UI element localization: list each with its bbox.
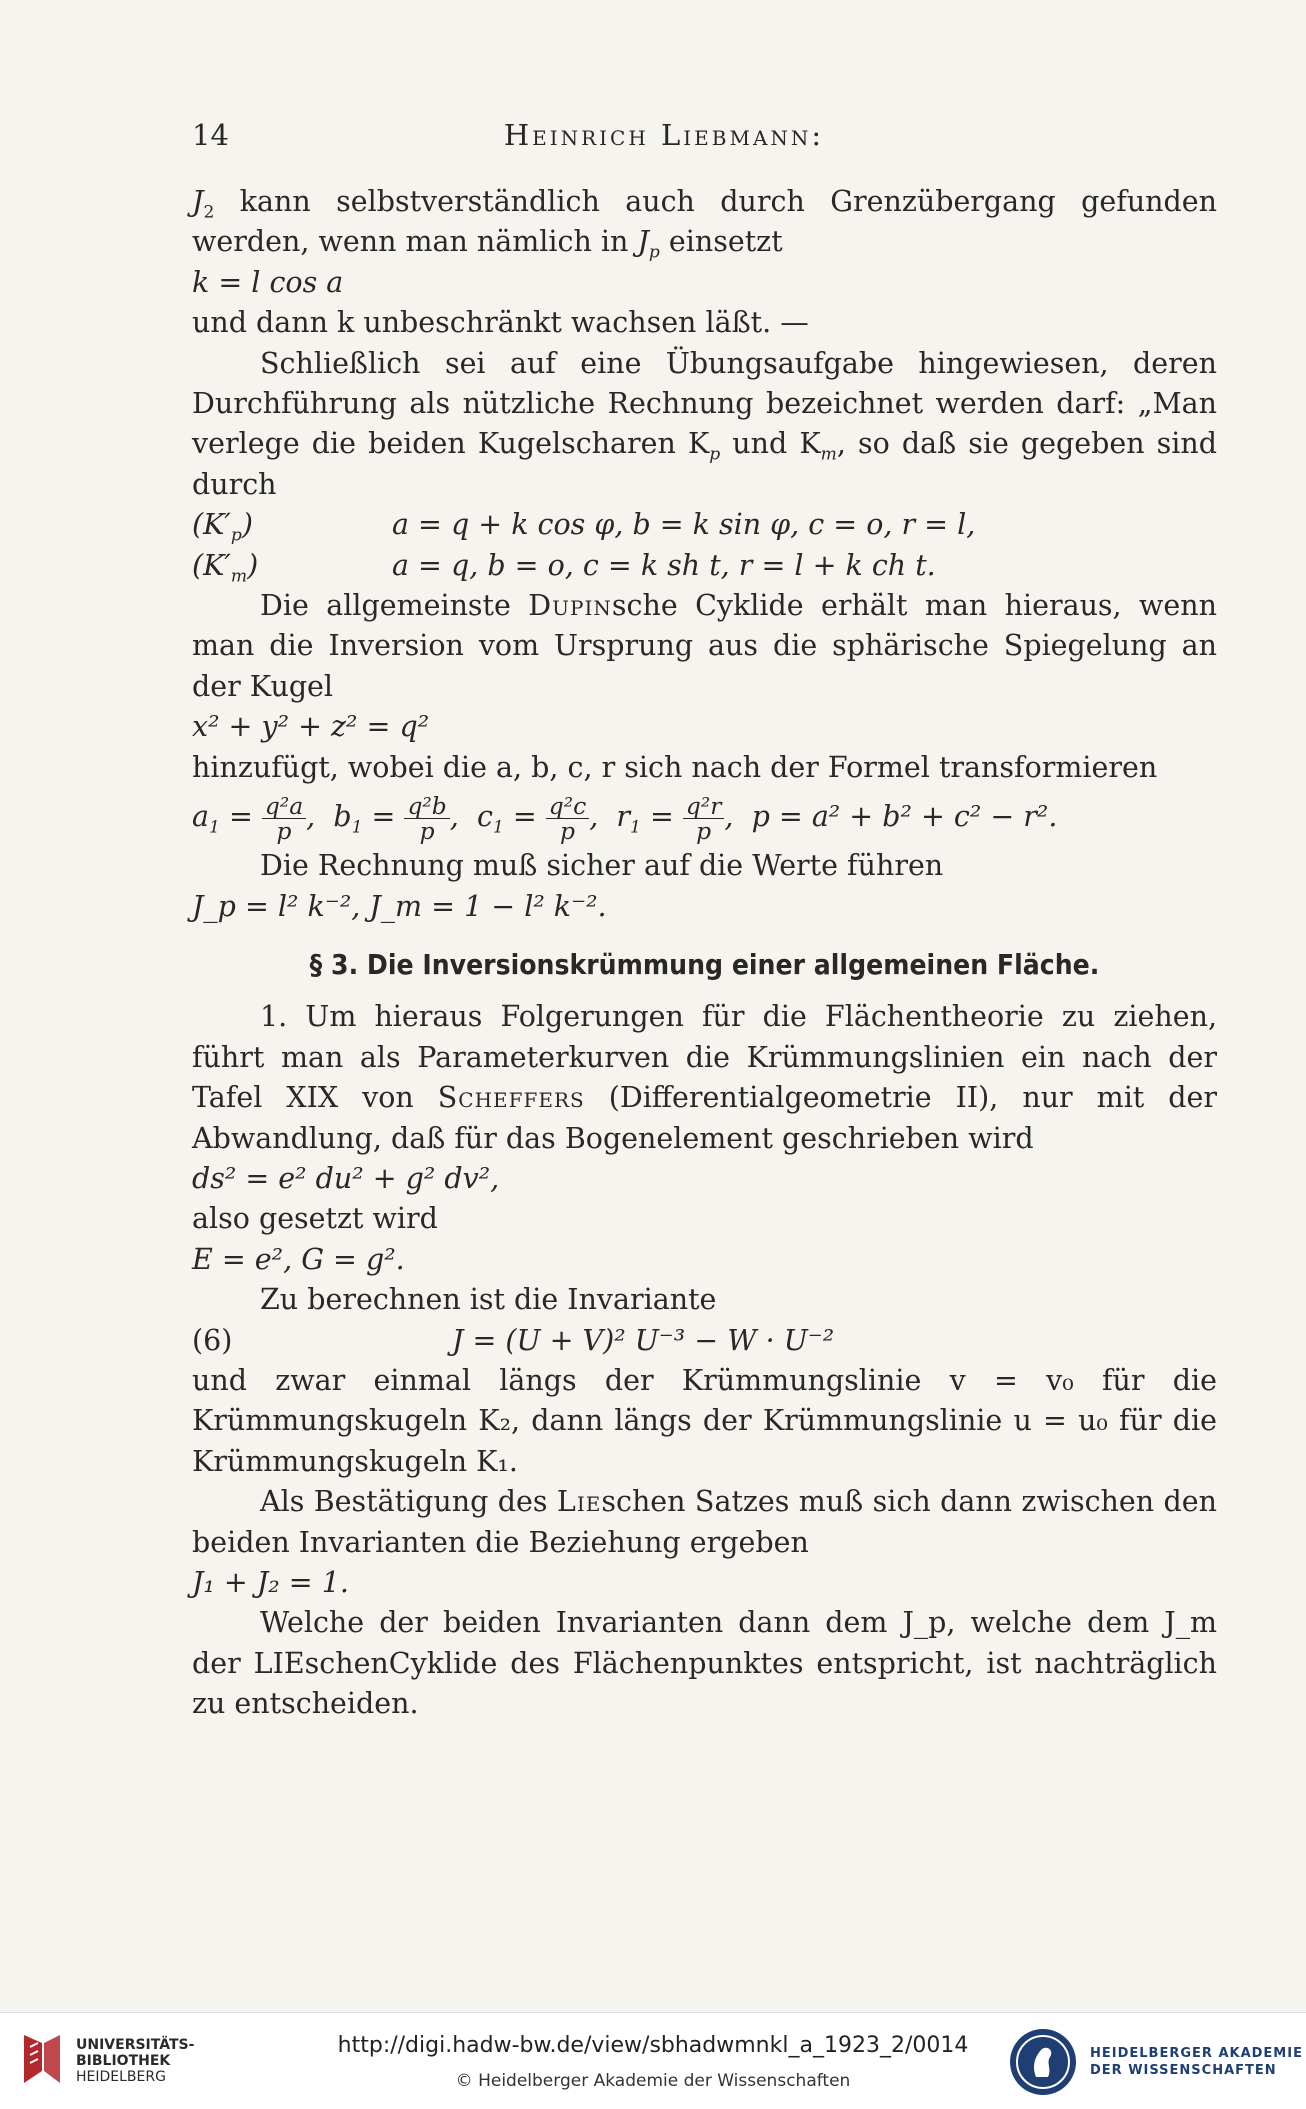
fraction-a [262,791,306,846]
var-r: r [616,800,631,834]
equation-kp-label-sub: p [230,525,242,546]
fraction-b [404,791,449,846]
author-name-scheffers: Scheffers [437,1081,585,1115]
paragraph-3-end: , so daß sie gegeben sind durch [192,427,1218,501]
sub-1-r: 1 [630,817,641,838]
equation-km-label-sub: m [230,566,248,587]
page-header [192,118,1136,158]
sub-1-c: 1 [492,817,504,838]
equation-km-label-close: ) [247,548,259,582]
equation-6: J = (U + V)² U⁻³ − W · U⁻² [452,1323,835,1357]
var-b: b [333,800,352,834]
paragraph-11 [192,1482,1217,1563]
paragraph-6: Die Rechnung muß sicher auf die Werte führen [260,849,944,883]
academy-name-line-2: DER WISSENSCHAFTEN [1090,2063,1277,2078]
page-number: 14 [192,118,229,152]
paragraph-3-sub-m: m [820,445,837,466]
equation-p: p = a² + b² + c² − r². [751,800,1058,834]
footer-bar [0,2012,1306,2109]
symbol-jp: J [637,225,649,259]
equation-6-row [192,1321,1217,1361]
copyright: © Heidelberger Akademie der Wissenschaften [455,2071,851,2091]
paragraph-3-mid: und K [720,427,821,461]
equation-transform: $a_1$ = $\frac{\text{q²a}}{p}$ , $b_1$ = $\frac{\text{q²b}}{p}$ , $c_1$ = $\frac{\text{q²c}}{p}$ , $r_1$ = $\frac{\text{q²r}}{p}$ , p = a² + b² + c² − r². [192,791,1058,846]
equation-km: a = q, b = o, c = k sh t, r = l + k ch t. [392,548,936,582]
var-c: c [476,800,493,834]
paragraph-1-end: einsetzt [659,225,783,259]
equation-j12: J₁ + J₂ = 1. [192,1566,349,1599]
permalink[interactable]: http://digi.hadw-bw.de/view/sbhadwmnkl_a_1923_2/0014 [337,2033,969,2058]
equation-ds: ds² = e² du² + g² dv², [192,1161,500,1195]
author-name-dupin: Dupin [528,589,612,623]
paragraph-3-text: Schließlich sei auf eine Übungsaufgabe hingewiesen, deren Durchführung als nützliche Rechnung bezeichnet werden darf: „Man verlege die beiden Kugelscharen K [192,346,1217,461]
academy-name [1090,2045,1303,2079]
paragraph-1-text: kann selbstverständlich auch durch Grenzübergang gefunden werden, wenn man nämlich in [192,185,1217,259]
running-head: Heinrich Liebmann: [503,118,825,152]
academy-name-line-1: HEIDELBERGER AKADEMIE [1090,2046,1303,2061]
paragraph-9: Zu berechnen ist die Invariante [260,1283,717,1317]
author-name-lie: Lie [556,1485,602,1519]
paragraph-7-end: (Differentialgeometrie II), nur mit der Abwandlung, daß für das Bogenelement geschrieben wird [192,1081,1217,1155]
fraction-c-num: q²c [546,794,589,820]
symbol-j2-sub: 2 [203,202,215,223]
equation-km-label [192,546,392,586]
fraction-c-den: p [560,817,575,846]
sub-1-b: 1 [351,817,363,838]
paragraph-7-text: 1. Um hieraus Folgerungen für die Flächentheorie zu ziehen, führt man als Parameterkurven die Krümmungslinien ein nach der Tafel XIX von [192,1000,1217,1115]
fraction-r-den: p [696,817,712,846]
paragraph-4-text: sche Cyklide erhält man hieraus, wenn man die Inversion vom Ursprung aus die sphärische Spiegelung an der Kugel [192,589,1217,703]
fraction-r-num: q²r [683,794,724,820]
equation-k: k = l cos a [192,265,344,299]
paragraph-1 [192,182,1217,263]
paragraph-2: und dann k unbeschränkt wachsen läßt. — [192,306,809,340]
section-heading: § 3. Die Inversionskrümmung einer allgemeinen Fläche. [309,947,1100,981]
paragraph-3 [192,344,1217,506]
fraction-c [546,791,589,846]
equation-kp-row [192,505,1217,545]
equation-km-label-text: (K′ [192,548,231,582]
paragraph-3-sub-p: p [709,445,721,466]
equation-6-label: (6) [192,1323,233,1357]
paragraph-8: also gesetzt wird [192,1202,438,1236]
equation-eg: E = e², G = g². [192,1242,405,1276]
equation-kp-label [192,505,392,545]
symbol-jp-sub: p [648,243,660,264]
equation-km-row [192,546,1217,586]
paragraph-4 [192,586,1217,707]
paragraph-7 [192,997,1217,1159]
var-a: a [192,800,209,834]
fraction-a-num: q²a [262,794,306,820]
fraction-r [683,791,724,846]
fraction-b-den: p [419,817,435,846]
paragraph-11-text: schen Satzes muß sich dann zwischen den beiden Invarianten die Beziehung ergeben [192,1485,1217,1559]
academy-seal-icon [1008,2027,1078,2097]
equation-j-values: J_p = l² k⁻², J_m = 1 − l² k⁻². [192,889,607,923]
fraction-a-den: p [276,817,292,846]
paragraph-11-start: Als Bestätigung des [260,1485,557,1519]
university-library-line-2: BIBLIOTHEK [76,2053,171,2069]
symbol-j2: J [192,185,204,218]
paragraph-5: hinzufügt, wobei die a, b, c, r sich nach der Formel transformieren [192,750,1158,784]
body-text [192,182,1217,1725]
university-library-line-1: UNIVERSITÄTS- [76,2037,195,2053]
paragraph-12: Welche der beiden Invarianten dann dem J_p, welche dem J_m der LIEschenCyklide des Flächenpunktes entspricht, ist nachträglich zu entscheiden. [192,1606,1217,1721]
fraction-b-num: q²b [404,794,449,820]
equation-kp-label-text: (K′ [192,508,231,542]
university-library-line-3: HEIDELBERG [76,2069,166,2085]
equation-kp-label-close: ) [241,508,253,542]
paragraph-4-start: Die allgemeinste [260,589,529,623]
equation-kp: a = q + k cos φ, b = k sin φ, c = o, r = l, [392,508,976,542]
sub-1-a: 1 [209,817,220,838]
equation-sphere: x² + y² + z² = q² [192,710,430,744]
paragraph-10: und zwar einmal längs der Krümmungslinie v = v₀ für die Krümmungskugeln K₂, dann längs der Krümmungslinie u = u₀ für die Krümmungskugeln K₁. [192,1363,1217,1478]
